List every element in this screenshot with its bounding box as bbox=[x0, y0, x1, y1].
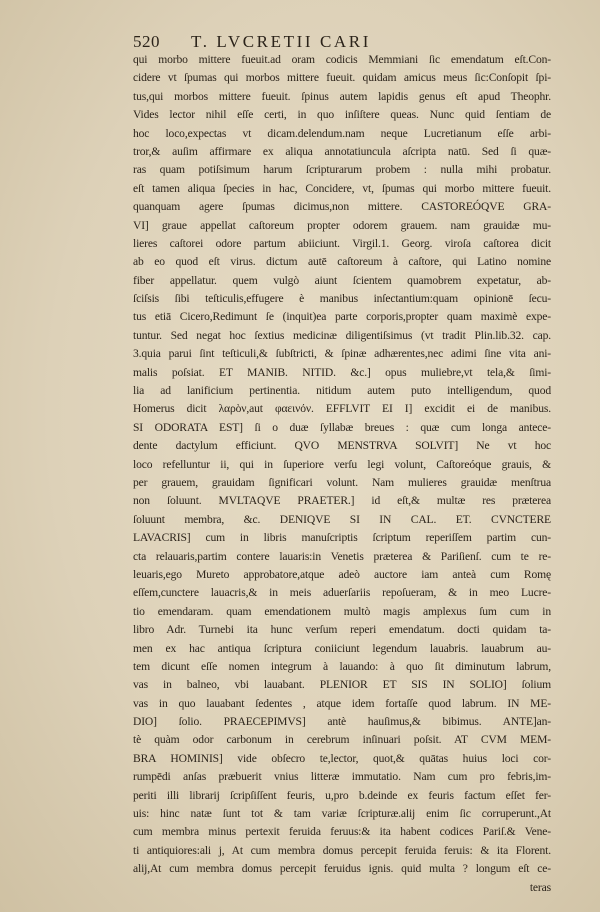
text-line: ſciſsis ſibi teſticulis,effugere è manibus inſectantium:quam opinionē ſecu- bbox=[133, 292, 551, 306]
page-number: 520 bbox=[133, 32, 160, 51]
text-line: DIO] ſolio. PRAECEPIMVS] antè hauſimus,& bibimus. ANTE]an- bbox=[133, 715, 551, 729]
commentary-text bbox=[133, 51, 551, 897]
text-line: SI ODORATA EST] ſi o duæ ſyllabæ breues : quæ cum longa antece- bbox=[133, 420, 551, 434]
text-line: tror,& auſim affirmare ex aliqua annotatiuncula aſcripta natū. Sed ſi quæ- bbox=[133, 144, 551, 158]
text-line: ſoluunt membra, &c. DENIQVE SI IN CAL. ET. CVNCTERE bbox=[133, 512, 551, 526]
text-line: tus etiā Cicero,Redimunt ſe (inquit)ea parte corporis,propter quam maximè expe- bbox=[133, 310, 551, 324]
text-line: tè quàm odor carbonum in cerebrum inſinuari poſsit. AT CVM MEM- bbox=[133, 733, 551, 747]
text-line: tus,qui morbos mittere fueuit. ſpinus autem lapidis genus eſt apud Theophr. bbox=[133, 89, 551, 103]
text-line: LAVACRIS] cum in libris manuſcriptis ſcriptum reperiſſem partim cun- bbox=[133, 531, 551, 545]
text-line: per grauem, grauidam ſignificari volunt. Nam mulieres grauidæ menſtrua bbox=[133, 475, 551, 489]
text-line: libro Adr. Turnebi ita hunc verſum reperi emendatum. docti quidam ta- bbox=[133, 623, 551, 637]
text-line: Vides lector nihil eſſe certi, in quo inſiſtere queas. Nunc quid ſentiam de bbox=[133, 108, 551, 122]
text-line: ab eo quod eſt virus. dictum autē caſtoreum à caſtore, qui Latino nomine bbox=[133, 255, 551, 269]
text-line: non ſoluunt. MVLTAQVE PRAETER.] id eſt,& multæ res præterea bbox=[133, 494, 551, 508]
text-line: men ex hac antiqua ſcriptura coniiciunt legendum lauabris. lauabrum au- bbox=[133, 641, 551, 655]
text-line: cidere vt ſpumas qui morbos mittere fueuit. quidam amicus meus ſic:Conſopit ſpi- bbox=[133, 71, 551, 85]
text-line: fiber appellatur. quem vulgò aiunt ſcientem quamobrem expetatur, ab- bbox=[133, 273, 551, 287]
text-line: 3.quia parui ſint teſticuli,& ſubſtricti, & ſpinæ adhærentes,nec adimi ſine vita ani- bbox=[133, 347, 551, 361]
text-line: malis poſsiat. ET MANIB. NITID. &c.] opus muliebre,vt tela,& ſimi- bbox=[133, 365, 551, 379]
text-line: rumpēdi anſas præbuerit vnius litteræ immutatio. Nam cum pro febris,im- bbox=[133, 770, 551, 784]
text-line: ti antiquiores:ali j, At cum membra domus percepit feruida feruis: & ita Florent. bbox=[133, 843, 551, 857]
text-line: uis: hinc natæ ſunt tot & tam variæ ſcripturæ.alij enim ſic corruperunt.,At bbox=[133, 807, 551, 821]
text-line: cum membra minus pertexit feruida feruus:& ita habent codices Pariſ.& Vene- bbox=[133, 825, 551, 839]
text-line: qui morbo mittere fueuit.ad oram codicis Memmiani ſic emendatum eſt.Con- bbox=[133, 53, 551, 66]
text-line: tem dicunt eſſe nomen integrum à lauando: à quo ſit diminutum labrum, bbox=[133, 659, 551, 673]
text-line: leuaris,ego Mureto approbatore,atque adeò auctore iam anteà cum Romę bbox=[133, 567, 551, 581]
text-line: vas in balneo, vbi lauabant. PLENIOR ET SIS IN SOLIO] ſolium bbox=[133, 678, 551, 692]
text-line: cta relauaris,partim contere lauaris:in Venetis præterea & Pariſienſ. cum te re- bbox=[133, 549, 551, 563]
running-head: T. LVCRETII CARI bbox=[191, 32, 371, 51]
text-line: tio emendaram. quam emendationem multò magis amplexus ſum cum in bbox=[133, 604, 551, 618]
text-line: vas in quo lauabant ſedentes , atque idem fortaſſe quod labrum. IN ME- bbox=[133, 696, 551, 710]
text-line: lia ad lanificium pertinentia. nitidum autem puto intelligendum, quod bbox=[133, 384, 551, 398]
text-line: eſt tamen aliqua ſpecies in hac, Concidere, vt, ſpumas qui morbo mittere fueuit. bbox=[133, 181, 551, 195]
text-line: quanquam agere ſpumas dicimus,non mittere. CASTOREÓQVE GRA- bbox=[133, 200, 551, 214]
text-line: VI] graue appellat caſtoreum propter odorem grauem. nam grauidæ mu- bbox=[133, 218, 551, 232]
text-line: alij,At cum membra domus percepit feruidus ignis. quid multa ? longum eſt ce- bbox=[133, 862, 551, 876]
text-line: Homerus dicit λαρὸν,aut φαεινόν. EFFLVIT EI I] excidit ei de manibus. bbox=[133, 402, 551, 416]
text-line: hoc loco,expectas vt dicam.delendum.nam neque Lucretianum eſſe arbi- bbox=[133, 126, 551, 140]
text-line: periti illi librarij ſcripſiſſent feuris, u,pro b.deinde ex feuris factum eſſet fer- bbox=[133, 788, 551, 802]
text-line: eſſem,cunctere lauacris,& in meis aduerſariis repoſueram, & in meo Lucre- bbox=[133, 586, 551, 600]
text-line: dente dactylum efficiunt. QVO MENSTRVA SOLVIT] Ne vt hoc bbox=[133, 439, 551, 453]
text-line: loco refelluntur ii, qui in ſuperiore verſu legi volunt, Caſtoreóque grauis, & bbox=[133, 457, 551, 471]
text-line: lieres caſtorei odore partum abiiciunt. Virgil.1. Georg. viroſa caſtorea dicit bbox=[133, 236, 551, 250]
text-line: ras quam potiſsimum harum ſcripturarum probem : nulla mihi probatur. bbox=[133, 163, 551, 177]
text-line: tuntur. Sed negat hoc ſextius medicinæ diligentiſsimus (vt tradit Plin.lib.32. cap. bbox=[133, 328, 551, 342]
text-line: teras bbox=[529, 880, 551, 894]
text-line: BRA HOMINIS] vide obſecro te,lector, quot,& quātas huius loci cor- bbox=[133, 751, 551, 765]
